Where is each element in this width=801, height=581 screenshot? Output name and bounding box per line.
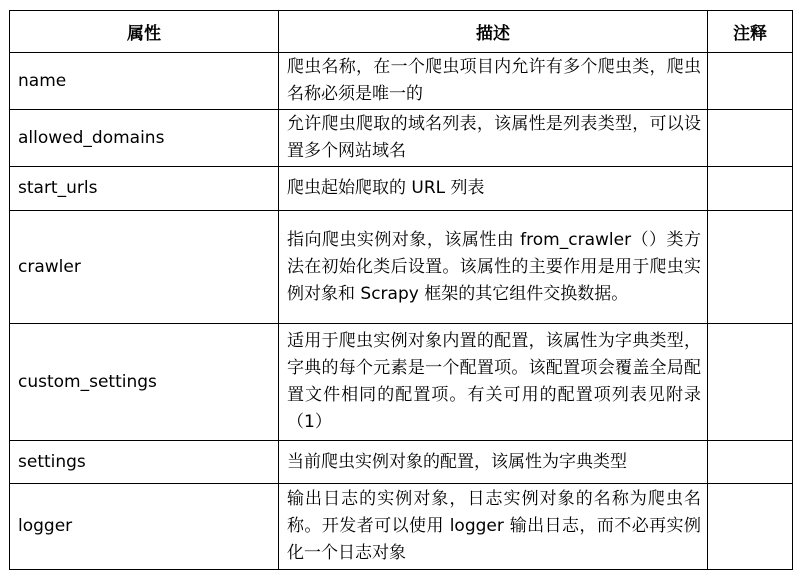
attribute-note-cell (708, 324, 793, 441)
table-row (10, 110, 793, 167)
attribute-note-cell (708, 110, 793, 167)
attributes-table-container (9, 10, 792, 570)
attribute-description-cell: 当前爬虫实例对象的配置，该属性为字典类型 (279, 441, 708, 484)
attribute-note-cell (708, 484, 793, 570)
table-row (10, 53, 793, 110)
attribute-note-cell (708, 211, 793, 324)
attribute-name-cell: crawler (10, 211, 279, 324)
table-row (10, 167, 793, 211)
attribute-name-cell: start_urls (10, 167, 279, 211)
header-note: 注释 (708, 11, 793, 53)
header-attribute: 属性 (10, 11, 279, 53)
table-header-row (10, 11, 793, 53)
spider-attributes-table (9, 10, 793, 570)
attribute-name-cell: allowed_domains (10, 110, 279, 167)
attribute-name-cell: logger (10, 484, 279, 570)
table-row (10, 324, 793, 441)
attribute-description-cell: 爬虫起始爬取的 URL 列表 (279, 167, 708, 211)
attribute-note-cell (708, 167, 793, 211)
attribute-description-cell: 爬虫名称，在一个爬虫项目内允许有多个爬虫类，爬虫名称必须是唯一的 (279, 53, 708, 110)
attribute-name-cell: name (10, 53, 279, 110)
table-row (10, 441, 793, 484)
table-row (10, 484, 793, 570)
attribute-description-cell: 输出日志的实例对象，日志实例对象的名称为爬虫名称。开发者可以使用 logger 输出日志，而不必再实例化一个日志对象 (279, 484, 708, 570)
attribute-name-cell: custom_settings (10, 324, 279, 441)
attribute-description-cell: 允许爬虫爬取的域名列表，该属性是列表类型，可以设置多个网站域名 (279, 110, 708, 167)
attribute-description-cell: 指向爬虫实例对象，该属性由 from_crawler（）类方法在初始化类后设置。该属性的主要作用是用于爬虫实例对象和 Scrapy 框架的其它组件交换数据。 (279, 211, 708, 324)
attribute-note-cell (708, 53, 793, 110)
header-description: 描述 (279, 11, 708, 53)
attribute-note-cell (708, 441, 793, 484)
attribute-name-cell: settings (10, 441, 279, 484)
attribute-description-cell: 适用于爬虫实例对象内置的配置，该属性为字典类型，字典的每个元素是一个配置项。该配置项会覆盖全局配置文件相同的配置项。有关可用的配置项列表见附录（1） (279, 324, 708, 441)
table-row (10, 211, 793, 324)
